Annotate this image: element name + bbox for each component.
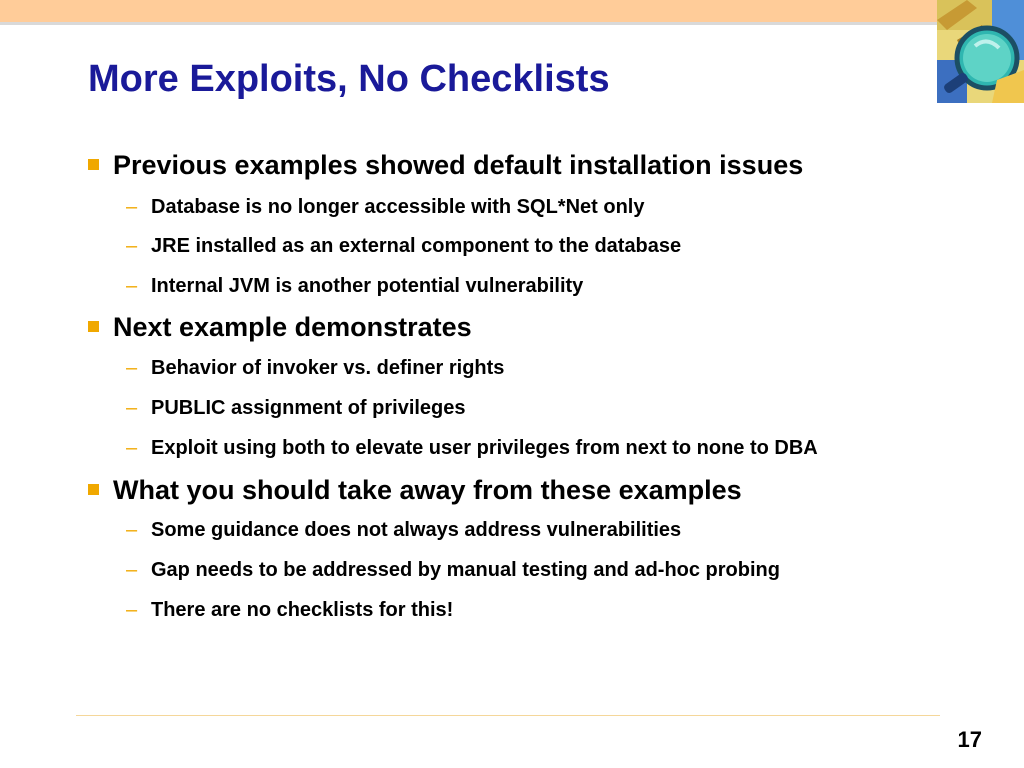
sub-bullet-text: Internal JVM is another potential vulnerability — [151, 275, 584, 297]
sub-bullet-text: Gap needs to be addressed by manual testing and ad-hoc probing — [151, 559, 780, 581]
bullet-square-icon — [88, 484, 99, 495]
dash-icon: – — [126, 235, 138, 257]
dash-icon: – — [126, 437, 138, 459]
bullet-square-icon — [88, 159, 99, 170]
sub-bullet-item — [126, 273, 583, 299]
sub-bullet-item — [126, 517, 681, 543]
sub-bullet-item — [126, 194, 644, 220]
bullet-item — [88, 474, 742, 506]
slide-title: More Exploits, No Checklists — [88, 58, 610, 100]
sub-bullet-text: Database is no longer accessible with SQL*Net only — [151, 196, 645, 218]
bullet-text: Previous examples showed default installation issues — [113, 150, 804, 180]
sub-bullet-text: PUBLIC assignment of privileges — [151, 397, 466, 419]
sub-bullet-item — [126, 435, 818, 461]
bullet-square-icon — [88, 321, 99, 332]
dash-icon: – — [126, 275, 138, 297]
magnifying-glass-icon — [937, 0, 1024, 103]
sub-bullet-item — [126, 395, 466, 421]
top-bar-shadow — [0, 22, 938, 25]
sub-bullet-text: JRE installed as an external component to the database — [151, 235, 682, 257]
bullet-item — [88, 311, 472, 343]
sub-bullet-item — [126, 597, 453, 623]
bullet-text: Next example demonstrates — [113, 312, 472, 342]
sub-bullet-text: There are no checklists for this! — [151, 599, 454, 621]
bullet-item — [88, 149, 803, 181]
sub-bullet-item — [126, 355, 504, 381]
dash-icon: – — [126, 519, 138, 541]
dash-icon: – — [126, 196, 138, 218]
dash-icon: – — [126, 357, 138, 379]
sub-bullet-text: Exploit using both to elevate user privileges from next to none to DBA — [151, 437, 818, 459]
dash-icon: – — [126, 397, 138, 419]
sub-bullet-text: Some guidance does not always address vulnerabilities — [151, 519, 682, 541]
sub-bullet-item — [126, 557, 780, 583]
bullet-text: What you should take away from these examples — [113, 475, 742, 505]
top-accent-bar — [0, 0, 938, 22]
sub-bullet-text: Behavior of invoker vs. definer rights — [151, 357, 505, 379]
sub-bullet-item — [126, 233, 681, 259]
dash-icon: – — [126, 559, 138, 581]
dash-icon: – — [126, 599, 138, 621]
page-number: 17 — [957, 727, 982, 752]
footer-divider — [76, 715, 940, 716]
